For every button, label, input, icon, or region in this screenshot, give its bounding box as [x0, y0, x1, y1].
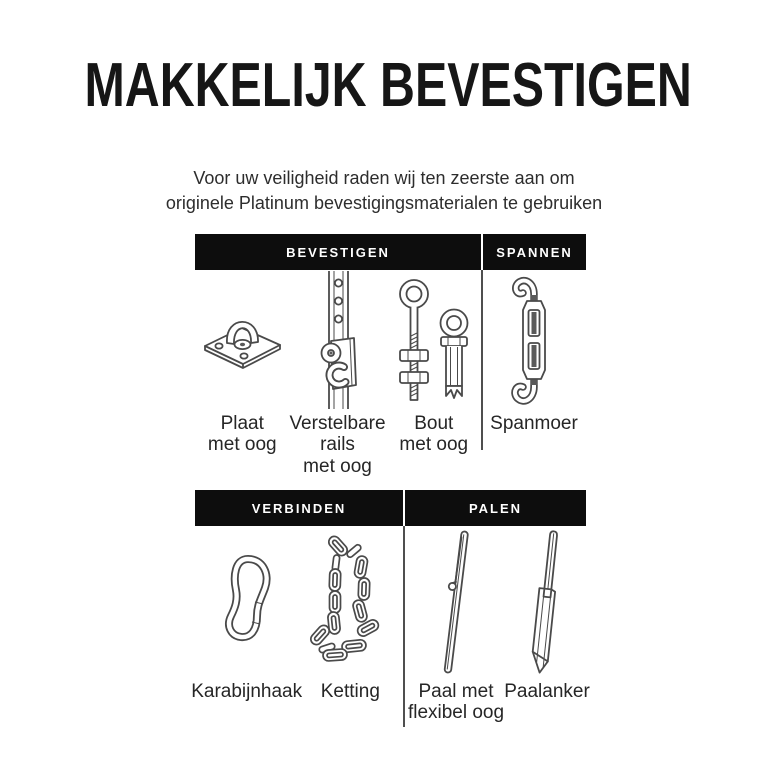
spanmoer-illustration [494, 270, 574, 410]
label-karabijnhaak: Karabijnhaak [191, 681, 303, 702]
carabiner-icon [207, 550, 287, 654]
column-bevestigen [195, 270, 482, 477]
section1-header-row [195, 234, 586, 270]
header-spannen: SPANNEN [483, 234, 586, 270]
paalanker-illustration [507, 526, 587, 678]
turnbuckle-icon [494, 271, 574, 409]
ketting-illustration [298, 526, 402, 678]
item-karabijnhaak [191, 526, 303, 702]
verstelbare-rails-illustration [298, 270, 378, 410]
item-plaat-met-oog [195, 270, 289, 456]
header-verbinden: VERBINDEN [195, 490, 403, 526]
label-ketting: Ketting [320, 681, 380, 702]
section1-column-divider [481, 270, 483, 450]
section2-column-divider [403, 526, 405, 727]
header-bevestigen: BEVESTIGEN [195, 234, 481, 270]
eye-bolt-icon [384, 274, 484, 406]
subtitle-line-2: originele Platinum bevestigingsmaterialen te gebruiken [165, 192, 603, 213]
label-paalanker: Paalanker [504, 681, 590, 702]
adjustable-rail-icon [298, 271, 378, 409]
label-paal-met-flexibel-oog: Paal met flexibel oog [407, 681, 505, 724]
label-spanmoer: Spanmoer [490, 413, 578, 434]
column-verbinden [191, 526, 404, 724]
column-spannen [482, 270, 586, 477]
item-paal-met-flexibel-oog [404, 526, 508, 724]
header-palen: PALEN [405, 490, 586, 526]
item-ketting [298, 526, 402, 702]
label-bout-met-oog: Bout met oog [399, 413, 469, 456]
page-subtitle [84, 166, 684, 216]
section-bevestigen-spannen [195, 234, 586, 477]
ground-anchor-icon [507, 527, 587, 677]
plaat-met-oog-illustration [197, 270, 287, 410]
subtitle-line-1: Voor uw veiligheid raden wij ten zeerste aan om [193, 168, 575, 188]
eye-plate-icon [197, 301, 287, 379]
bout-met-oog-illustration [384, 270, 484, 410]
item-spanmoer [484, 270, 584, 434]
label-verstelbare-rails: Verstelbare rails met oog [289, 413, 386, 477]
item-paalanker [504, 526, 590, 702]
section-verbinden-palen [191, 490, 590, 724]
karabijnhaak-illustration [207, 526, 287, 678]
paal-flexibel-oog-illustration [416, 526, 496, 678]
page-title: MAKKELIJK BEVESTIGEN [84, 51, 692, 120]
chain-icon [298, 532, 402, 672]
label-plaat-met-oog: Plaat met oog [207, 413, 277, 456]
column-palen [404, 526, 590, 724]
section2-header-row [195, 490, 586, 526]
pole-with-eye-icon [416, 527, 496, 677]
section2-body [191, 526, 590, 724]
item-bout-met-oog [386, 270, 482, 456]
item-verstelbare-rails [290, 270, 386, 477]
section1-body [195, 270, 586, 477]
